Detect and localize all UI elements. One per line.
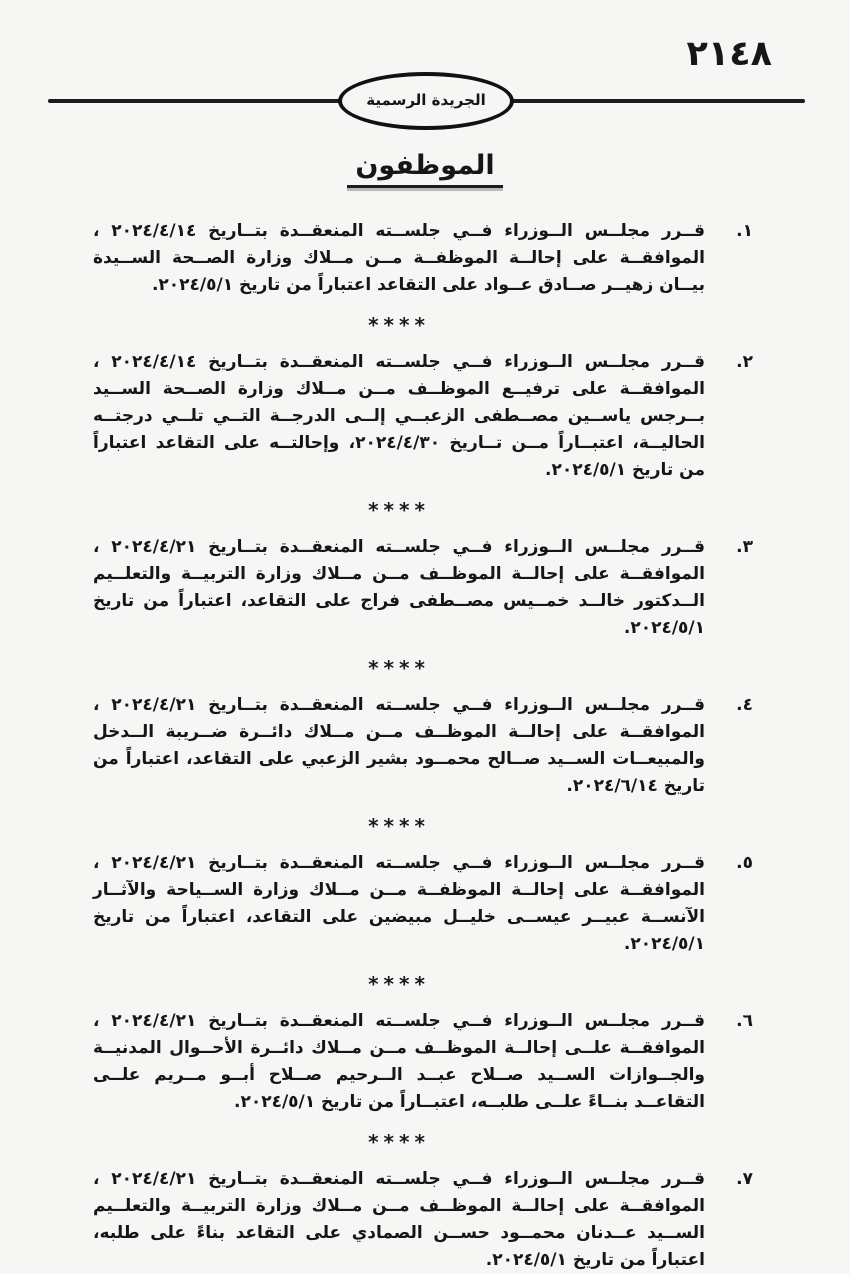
item-number: ٧. bbox=[736, 1169, 753, 1189]
item-number: ٣. bbox=[736, 537, 753, 557]
item-number: ٢. bbox=[736, 352, 753, 372]
decision-text: قــرر مجلــس الــوزراء فــي جلســته المنعقــدة بتــاريخ ٢٠٢٤/٤/٢١ ، الموافقــة على إحالــة الموظــف مــن مــلاك دائــرة ضــريبة الــدخل والمبيعــات الســيد صــالح محمــود بشير الزعبي على التقاعد، اعتباراً من تاريخ ٢٠٢٤/٦/١٤. bbox=[93, 695, 705, 796]
stars-separator: **** bbox=[368, 1130, 430, 1154]
stars-separator: **** bbox=[368, 972, 430, 996]
item-number: ١. bbox=[736, 221, 753, 241]
gazette-label: الجريدة الرسمية bbox=[366, 91, 486, 109]
decision-item-5 bbox=[93, 850, 753, 958]
section-title-row bbox=[0, 150, 850, 188]
page-number: ٢١٤٨ bbox=[686, 34, 772, 74]
decision-item-6 bbox=[93, 1008, 753, 1116]
gazette-oval-badge bbox=[338, 72, 514, 130]
header-rule-band bbox=[0, 72, 850, 130]
stars-separator: **** bbox=[368, 313, 430, 337]
decision-item-4 bbox=[93, 692, 753, 800]
item-number: ٤. bbox=[736, 695, 753, 715]
decision-text: قــرر مجلــس الــوزراء فــي جلســته المنعقــدة بتــاريخ ٢٠٢٤/٤/٢١ ، الموافقــة علــى إحالــة الموظــف مــن مــلاك دائــرة الأحــوال المدنيــة والجــوازات الســيد صــلاح عبــد الــرحيم صــلاح أبــو مــريم علــى التقاعــد بنــاءً علــى طلبــه، اعتبــاراً من تاريخ ٢٠٢٤/٥/١. bbox=[93, 1011, 705, 1112]
decision-item-2 bbox=[93, 349, 753, 484]
decisions-list bbox=[93, 218, 753, 1274]
decision-item-7 bbox=[93, 1166, 753, 1274]
section-title: الموظفون bbox=[347, 150, 502, 188]
decision-text: قــرر مجلــس الــوزراء فــي جلســته المنعقــدة بتــاريخ ٢٠٢٤/٤/٢١ ، الموافقــة على إحالــة الموظفــة مــن مــلاك وزارة الســياحة والآثــار الآنســة عبيــر عيســى خليــل مبيضين على التقاعد، اعتباراً من تاريخ ٢٠٢٤/٥/١. bbox=[93, 853, 705, 954]
stars-separator: **** bbox=[368, 814, 430, 838]
decision-item-3 bbox=[93, 534, 753, 642]
decision-text: قــرر مجلــس الــوزراء فــي جلســته المنعقــدة بتــاريخ ٢٠٢٤/٤/٢١ ، الموافقــة على إحالــة الموظــف مــن مــلاك وزارة التربيــة والتعلــيم الــدكتور خالــد خمــيس مصــطفى فراج على التقاعد، اعتباراً من تاريخ ٢٠٢٤/٥/١. bbox=[93, 537, 705, 638]
item-number: ٦. bbox=[736, 1011, 753, 1031]
item-number: ٥. bbox=[736, 853, 753, 873]
decision-text: قــرر مجلــس الــوزراء فــي جلســته المنعقــدة بتــاريخ ٢٠٢٤/٤/٢١ ، الموافقــة على إحالــة الموظــف مــن مــلاك وزارة التربيــة والتعلــيم الســيد عــدنان محمــود حســن الصمادي على التقاعد بناءً على طلبه، اعتباراً من تاريخ ٢٠٢٤/٥/١. bbox=[93, 1169, 705, 1270]
stars-separator: **** bbox=[368, 498, 430, 522]
decision-text: قــرر مجلــس الــوزراء فــي جلســته المنعقــدة بتــاريخ ٢٠٢٤/٤/١٤ ، الموافقــة على ترفيــع الموظــف مــن مــلاك وزارة الصــحة الســيد بــرجس ياســين مصــطفى الزعبــي إلــى الدرجــة التــي تلــي درجتــه الحاليــة، اعتبــاراً مــن تــاريخ ٢٠٢٤/٤/٣٠، وإحالتــه على التقاعد اعتباراً من تاريخ ٢٠٢٤/٥/١. bbox=[93, 352, 705, 480]
stars-separator: **** bbox=[368, 656, 430, 680]
decision-item-1 bbox=[93, 218, 753, 299]
decision-text: قــرر مجلــس الــوزراء فــي جلســته المنعقــدة بتــاريخ ٢٠٢٤/٤/١٤ ، الموافقــة على إحالــة الموظفــة مــن مــلاك وزارة الصــحة الســيدة بيــان زهيــر صــادق عــواد على التقاعد اعتباراً من تاريخ ٢٠٢٤/٥/١. bbox=[93, 221, 705, 295]
